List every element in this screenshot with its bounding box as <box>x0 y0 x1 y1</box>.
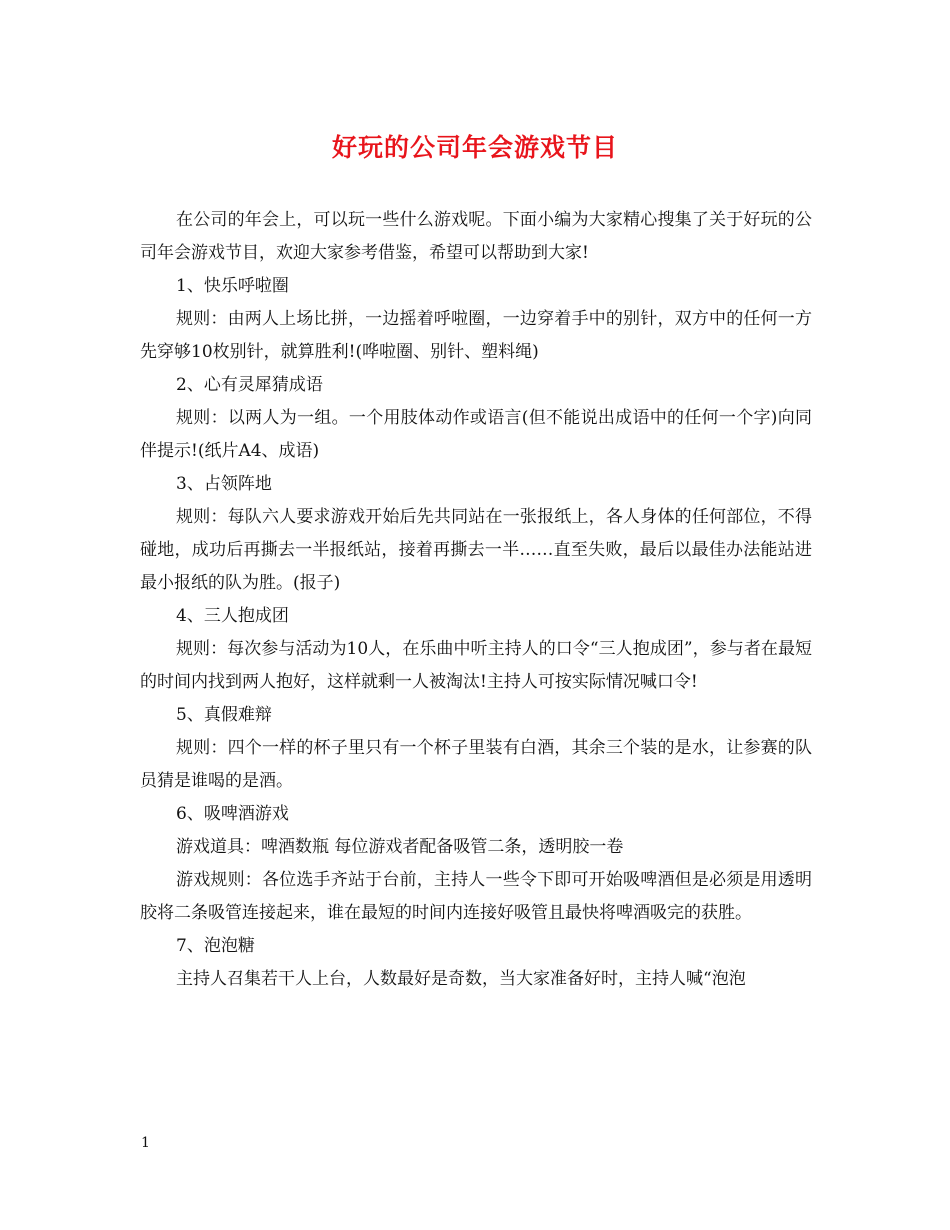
section-heading: 1、快乐呼啦圈 <box>176 276 289 296</box>
rule-paragraph: 规则：以两人为一组。一个用肢体动作或语言(但不能说出成语中的任何一个字)向同伴提示!(纸片A4、成语) <box>140 408 812 461</box>
section-heading: 2、心有灵犀猜成语 <box>176 375 323 395</box>
props-paragraph: 游戏道具：啤酒数瓶 每位游戏者配备吸管二条，透明胶一卷 <box>176 837 624 857</box>
rule-paragraph: 主持人召集若干人上台，人数最好是奇数，当大家准备好时，主持人喊“泡泡 <box>176 969 746 989</box>
section-heading: 5、真假难辩 <box>176 705 272 725</box>
rule-paragraph: 规则：由两人上场比拼，一边摇着呼啦圈，一边穿着手中的别针，双方中的任何一方先穿够10枚别针，就算胜利!(哗啦圈、别针、塑料绳) <box>140 309 812 362</box>
document-title: 好玩的公司年会游戏节目 <box>331 133 618 162</box>
section-heading: 4、三人抱成团 <box>176 606 289 626</box>
intro-paragraph: 在公司的年会上，可以玩一些什么游戏呢。下面小编为大家精心搜集了关于好玩的公司年会游戏节目，欢迎大家参考借鉴，希望可以帮助到大家! <box>140 210 812 263</box>
rule-paragraph: 规则：每队六人要求游戏开始后先共同站在一张报纸上，各人身体的任何部位，不得碰地，成功后再撕去一半报纸站，接着再撕去一半……直至失败，最后以最佳办法能站进最小报纸的队为胜。(报子) <box>140 507 812 593</box>
rule-paragraph: 规则：四个一样的杯子里只有一个杯子里装有白酒，其余三个装的是水，让参赛的队员猜是谁喝的是酒。 <box>140 738 812 791</box>
page-number: 1 <box>141 1135 150 1151</box>
section-heading: 7、泡泡糖 <box>176 936 255 956</box>
document-body <box>140 204 812 996</box>
section-heading: 3、占领阵地 <box>176 474 272 494</box>
rule-paragraph: 游戏规则：各位选手齐站于台前，主持人一些令下即可开始吸啤酒但是必须是用透明胶将二条吸管连接起来，谁在最短的时间内连接好吸管且最快将啤酒吸完的获胜。 <box>140 870 812 923</box>
rule-paragraph: 规则：每次参与活动为10人，在乐曲中听主持人的口令“三人抱成团”，参与者在最短的时间内找到两人抱好，这样就剩一人被淘汰!主持人可按实际情况喊口令! <box>140 639 812 692</box>
section-heading: 6、吸啤酒游戏 <box>176 804 289 824</box>
